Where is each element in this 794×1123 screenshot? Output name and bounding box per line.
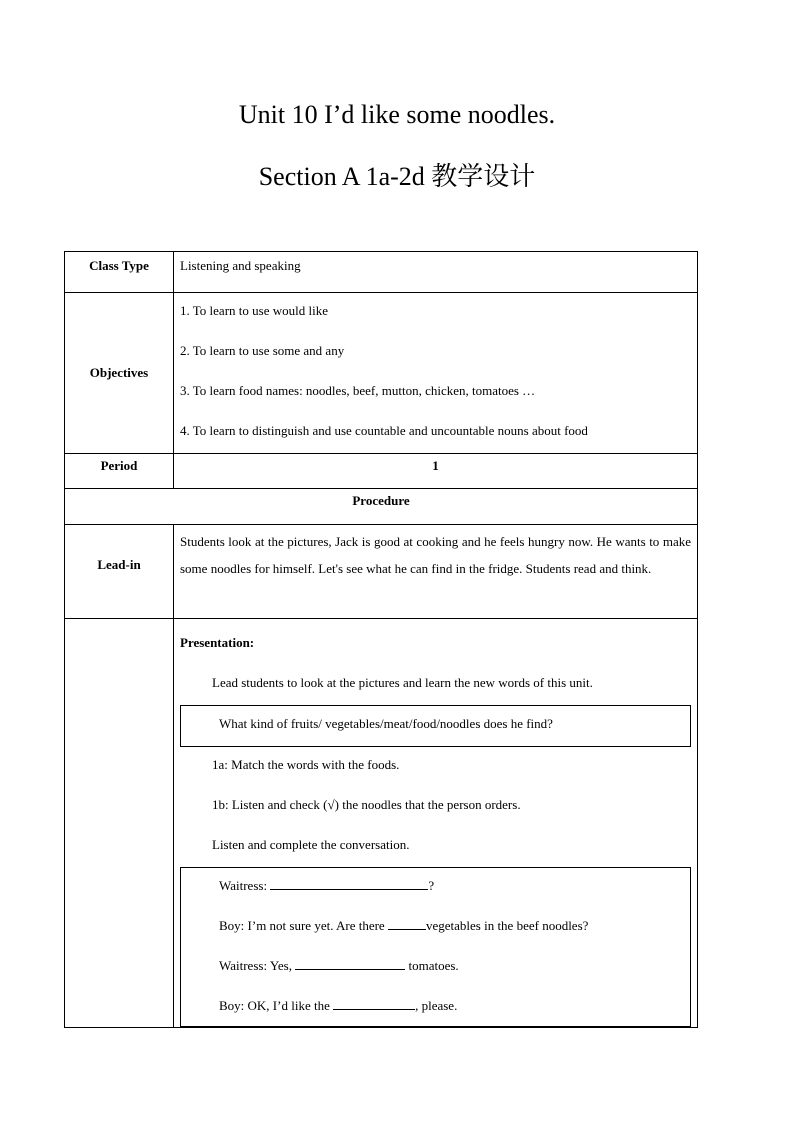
listen-instruction: Listen and complete the conversation. bbox=[212, 837, 410, 852]
question-box: What kind of fruits/ vegetables/meat/food/noodles does he find? bbox=[180, 705, 691, 747]
answer-blank[interactable] bbox=[333, 997, 415, 1010]
document-title: Unit 10 I’d like some noodles. bbox=[238, 100, 556, 129]
dialogue-text: ? bbox=[428, 878, 435, 893]
objectives-list bbox=[174, 293, 698, 454]
conversation-box bbox=[180, 867, 691, 1027]
document-subtitle: Section A 1a-2d 教学设计 bbox=[258, 162, 536, 191]
presentation-heading: Presentation: bbox=[180, 635, 255, 650]
lead-in-text: Students look at the pictures, Jack is good at cooking and he feels hungry now. He wants to make some noodles for himself. Let's see what he can find in the fridge. Students read and think. bbox=[174, 525, 698, 619]
class-type-value: Listening and speaking bbox=[174, 252, 698, 293]
objective-item: 4. To learn to distinguish and use countable and uncountable nouns about food bbox=[180, 423, 588, 438]
answer-blank[interactable] bbox=[295, 957, 405, 970]
period-value: 1 bbox=[174, 454, 698, 489]
dialogue-speaker-line: Waitress: Yes, bbox=[219, 958, 296, 973]
lead-in-label: Lead-in bbox=[65, 525, 174, 619]
step-1b: 1b: Listen and check (√) the noodles that the person orders. bbox=[212, 797, 521, 812]
objectives-label: Objectives bbox=[65, 293, 174, 454]
objective-item: 3. To learn food names: noodles, beef, mutton, chicken, tomatoes … bbox=[180, 383, 536, 398]
procedure-heading: Procedure bbox=[65, 489, 698, 525]
presentation-intro: Lead students to look at the pictures and learn the new words of this unit. bbox=[212, 675, 593, 690]
dialogue-speaker-line: Boy: I’m not sure yet. Are there bbox=[219, 918, 388, 933]
dialogue-text: vegetables in the beef noodles? bbox=[425, 918, 589, 933]
objective-item: 1. To learn to use would like bbox=[180, 303, 328, 318]
step-1a: 1a: Match the words with the foods. bbox=[212, 757, 400, 772]
period-label: Period bbox=[65, 454, 174, 489]
dialogue-text: tomatoes. bbox=[405, 958, 459, 973]
class-type-label: Class Type bbox=[65, 252, 174, 293]
objective-item: 2. To learn to use some and any bbox=[180, 343, 345, 358]
dialogue-speaker-line: Waitress: bbox=[219, 878, 271, 893]
answer-blank[interactable] bbox=[270, 877, 428, 890]
presentation-label-cell bbox=[65, 619, 174, 1028]
dialogue-text: , please. bbox=[415, 998, 458, 1013]
answer-blank[interactable] bbox=[388, 917, 426, 930]
dialogue-speaker-line: Boy: OK, I’d like the bbox=[219, 998, 334, 1013]
lesson-plan-table bbox=[64, 251, 698, 1028]
